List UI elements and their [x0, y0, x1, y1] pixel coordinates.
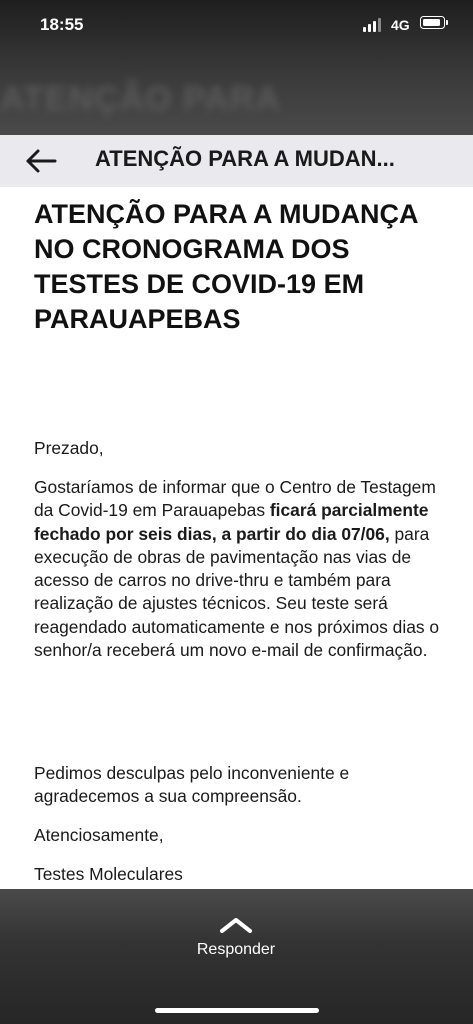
- email-regards: Atenciosamente,: [34, 825, 164, 845]
- reply-button[interactable]: [186, 915, 286, 967]
- email-header-bar: [0, 135, 473, 187]
- body-text-part2: para execução de obras de pavimentação nas vias de acesso de carros no drive-thru e também para realização de ajustes técnicos. Seu teste será reagendado automaticamente e nos próximos dias o senhor/a receberá um novo e-mail de confirmação.: [34, 523, 440, 661]
- email-greeting: Prezado,: [34, 438, 104, 458]
- bottom-action-bar: [0, 889, 473, 1024]
- back-button[interactable]: [22, 143, 62, 179]
- network-type: 4G: [391, 17, 410, 33]
- arrow-left-icon: [22, 143, 62, 179]
- email-title: ATENÇÃO PARA A MUDANÇA NO CRONOGRAMA DOS TESTES DE COVID-19 EM PARAUAPEBAS: [34, 199, 418, 334]
- email-apology: Pedimos desculpas pelo inconveniente e agradecemos a sua compreensão.: [34, 763, 350, 807]
- top-dimmed-area: [0, 0, 473, 135]
- email-signature: Testes Moleculares: [34, 864, 183, 884]
- status-bar: [0, 0, 473, 52]
- header-title: ATENÇÃO PARA A MUDAN...: [95, 146, 395, 171]
- signal-bars-icon: [363, 18, 383, 32]
- body-text-part1: Gostaríamos de informar que o Centro de Testagem da Covid-19 em Parauapebas: [34, 477, 436, 521]
- home-indicator[interactable]: [155, 1008, 319, 1013]
- status-time: 18:55: [40, 15, 84, 34]
- chevron-up-icon: [218, 915, 254, 935]
- email-content: [0, 187, 473, 889]
- blurred-background-text: ATENÇÃO PARA: [0, 80, 281, 118]
- battery-icon: [420, 16, 445, 29]
- reply-label: Responder: [196, 941, 276, 958]
- email-body-paragraph: [34, 476, 444, 662]
- body-text-bold: ficará parcialmente fechado por seis dias, a partir do dia 07/06,: [34, 500, 429, 544]
